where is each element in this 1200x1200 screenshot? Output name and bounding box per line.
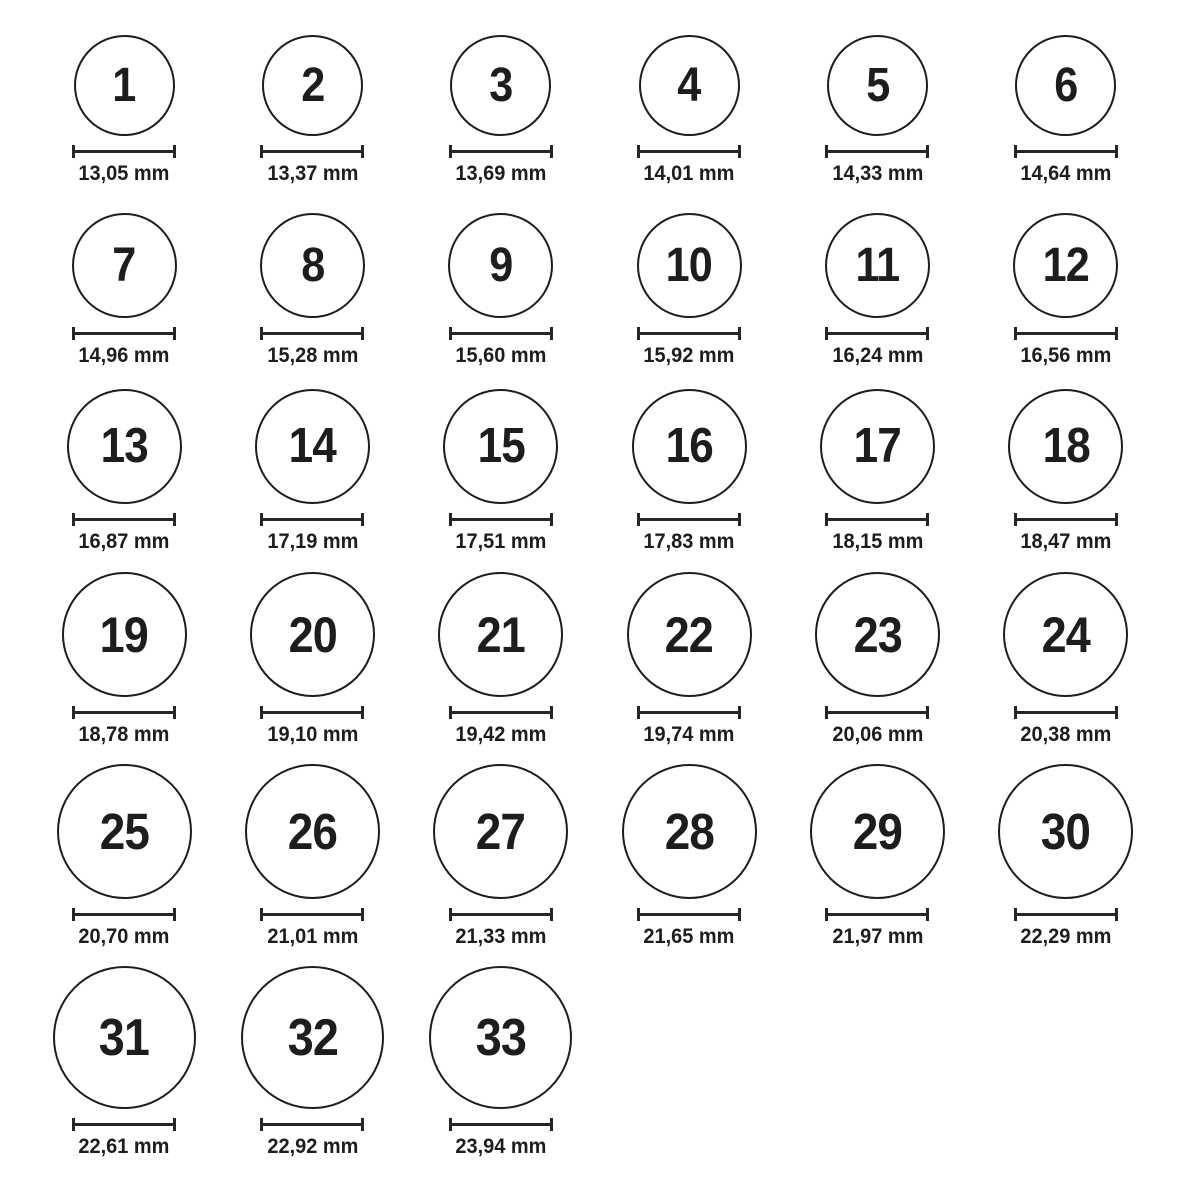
ring-size-cell (972, 553, 1160, 746)
ruler-right-tick-icon (926, 706, 929, 719)
ruler-line (1017, 150, 1115, 153)
ring-size-number: 6 (1054, 58, 1078, 112)
ring-size-number: 7 (112, 238, 136, 292)
diameter-ruler (260, 908, 364, 921)
ring-circle (448, 213, 553, 318)
ring-size-cell (972, 746, 1160, 948)
ring-size-number: 31 (99, 1008, 150, 1067)
diameter-label: 13,05 mm (78, 162, 170, 185)
ruler-right-tick-icon (926, 513, 929, 526)
ring-size-number: 19 (100, 606, 149, 663)
diameter-label: 17,19 mm (267, 530, 358, 553)
ring-circle (74, 35, 175, 136)
diameter-ruler (449, 145, 553, 158)
ring-size-number: 5 (865, 58, 890, 112)
ring-size-cell (30, 948, 218, 1158)
diameter-label: 21,01 mm (267, 925, 358, 948)
ring-circle (827, 35, 928, 136)
ruler-right-tick-icon (173, 706, 176, 719)
ring-size-cell (783, 185, 971, 367)
ruler-line (640, 518, 738, 521)
ruler-line (452, 518, 550, 521)
ring-size-cell (407, 10, 595, 185)
ring-circle (245, 764, 380, 899)
ruler-right-tick-icon (550, 513, 553, 526)
ring-size-number: 29 (852, 803, 903, 860)
ring-size-cell (407, 367, 595, 553)
ruler-line (1017, 518, 1115, 521)
ruler-line (75, 332, 173, 335)
ruler-right-tick-icon (550, 706, 553, 719)
diameter-label: 15,92 mm (643, 344, 735, 367)
ring-size-number: 12 (1042, 238, 1089, 292)
ruler-right-tick-icon (550, 908, 553, 921)
ring-circle (632, 389, 747, 504)
ruler-right-tick-icon (926, 145, 929, 158)
diameter-ruler (1014, 327, 1118, 340)
ruler-right-tick-icon (1115, 513, 1118, 526)
ruler-right-tick-icon (173, 513, 176, 526)
ring-circle (241, 966, 384, 1109)
diameter-label: 14,01 mm (643, 162, 735, 185)
ring-circle (810, 764, 945, 899)
diameter-ruler (637, 908, 741, 921)
ring-circle (67, 389, 182, 504)
ruler-right-tick-icon (738, 327, 741, 340)
diameter-label: 21,65 mm (643, 925, 735, 948)
ruler-right-tick-icon (361, 706, 364, 719)
ring-size-number: 9 (489, 238, 513, 292)
ring-circle (627, 572, 752, 697)
ruler-line (640, 332, 738, 335)
ring-size-number: 1 (112, 58, 136, 112)
ruler-line (263, 332, 361, 335)
ruler-right-tick-icon (926, 327, 929, 340)
diameter-label: 18,47 mm (1020, 530, 1112, 553)
ring-size-cell (972, 367, 1160, 553)
ring-circle (250, 572, 375, 697)
ruler-right-tick-icon (738, 706, 741, 719)
ring-size-cell (218, 185, 406, 367)
ring-size-cell (972, 185, 1160, 367)
diameter-label: 18,15 mm (832, 530, 923, 553)
ring-size-number: 30 (1041, 803, 1091, 860)
ruler-right-tick-icon (361, 327, 364, 340)
diameter-ruler (1014, 145, 1118, 158)
ruler-line (452, 150, 550, 153)
ring-size-number: 10 (666, 238, 713, 292)
diameter-label: 14,96 mm (78, 344, 170, 367)
diameter-label: 18,78 mm (78, 723, 170, 746)
ruler-right-tick-icon (361, 1118, 364, 1131)
ring-circle (429, 966, 572, 1109)
ring-circle (433, 764, 568, 899)
ruler-line (263, 711, 361, 714)
ruler-line (452, 711, 550, 714)
ruler-line (1017, 332, 1115, 335)
diameter-label: 14,33 mm (832, 162, 923, 185)
ruler-line (1017, 913, 1115, 916)
diameter-label: 22,29 mm (1020, 925, 1112, 948)
ruler-line (75, 518, 173, 521)
ruler-line (1017, 711, 1115, 714)
ruler-line (828, 150, 926, 153)
ruler-line (452, 1123, 550, 1126)
diameter-ruler (72, 706, 176, 719)
diameter-ruler (1014, 706, 1118, 719)
diameter-ruler (72, 908, 176, 921)
ring-size-number: 2 (300, 58, 325, 112)
ring-circle (62, 572, 187, 697)
ruler-right-tick-icon (1115, 145, 1118, 158)
ring-circle (622, 764, 757, 899)
ring-size-number: 27 (476, 803, 526, 860)
ruler-line (263, 913, 361, 916)
ruler-right-tick-icon (1115, 706, 1118, 719)
diameter-label: 17,83 mm (643, 530, 735, 553)
diameter-ruler (72, 145, 176, 158)
ruler-line (263, 518, 361, 521)
ring-size-number: 21 (476, 606, 525, 663)
ring-circle (998, 764, 1133, 899)
ruler-right-tick-icon (550, 1118, 553, 1131)
ring-circle (262, 35, 363, 136)
diameter-ruler (1014, 908, 1118, 921)
diameter-ruler (449, 706, 553, 719)
ring-size-cell (218, 367, 406, 553)
ring-size-cell (972, 10, 1160, 185)
ring-circle (825, 213, 930, 318)
diameter-ruler (825, 327, 929, 340)
ruler-line (452, 332, 550, 335)
ruler-right-tick-icon (173, 145, 176, 158)
diameter-ruler (72, 1118, 176, 1131)
ruler-line (828, 913, 926, 916)
ring-circle (72, 213, 177, 318)
ruler-right-tick-icon (738, 513, 741, 526)
diameter-ruler (825, 145, 929, 158)
diameter-ruler (260, 327, 364, 340)
diameter-ruler (637, 327, 741, 340)
diameter-label: 16,87 mm (78, 530, 170, 553)
ring-size-number: 26 (287, 803, 338, 860)
ring-size-cell (595, 185, 783, 367)
diameter-label: 19,10 mm (267, 723, 358, 746)
diameter-ruler (825, 706, 929, 719)
ruler-line (640, 711, 738, 714)
diameter-label: 20,38 mm (1020, 723, 1112, 746)
ruler-right-tick-icon (173, 1118, 176, 1131)
diameter-ruler (637, 706, 741, 719)
ruler-line (640, 913, 738, 916)
diameter-label: 16,56 mm (1020, 344, 1112, 367)
diameter-ruler (825, 513, 929, 526)
diameter-ruler (260, 513, 364, 526)
ring-size-cell (407, 746, 595, 948)
ring-size-cell (30, 553, 218, 746)
ring-size-cell (783, 746, 971, 948)
ruler-line (640, 150, 738, 153)
ring-size-number: 4 (677, 58, 701, 112)
diameter-label: 15,28 mm (267, 344, 358, 367)
diameter-label: 23,94 mm (455, 1135, 547, 1158)
ring-circle (260, 213, 365, 318)
diameter-label: 13,69 mm (455, 162, 547, 185)
ring-size-number: 15 (477, 419, 525, 473)
diameter-ruler (449, 1118, 553, 1131)
diameter-label: 17,51 mm (455, 530, 547, 553)
ring-circle (53, 966, 196, 1109)
ring-size-number: 33 (475, 1008, 526, 1067)
ruler-right-tick-icon (361, 513, 364, 526)
ring-size-cell (407, 553, 595, 746)
diameter-ruler (1014, 513, 1118, 526)
diameter-label: 22,61 mm (78, 1135, 170, 1158)
ring-circle (639, 35, 740, 136)
ring-size-cell (407, 185, 595, 367)
diameter-label: 20,70 mm (78, 925, 170, 948)
diameter-label: 19,42 mm (455, 723, 547, 746)
diameter-ruler (637, 513, 741, 526)
ruler-line (75, 1123, 173, 1126)
ruler-right-tick-icon (1115, 908, 1118, 921)
ruler-right-tick-icon (1115, 327, 1118, 340)
ring-size-number: 18 (1042, 419, 1090, 473)
ruler-line (452, 913, 550, 916)
ruler-line (75, 711, 173, 714)
ring-size-number: 16 (665, 419, 713, 473)
diameter-label: 22,92 mm (267, 1135, 358, 1158)
ring-size-cell (783, 553, 971, 746)
ring-size-number: 8 (300, 238, 325, 292)
ring-size-cell (595, 10, 783, 185)
ring-size-number: 14 (288, 419, 337, 473)
ring-circle (815, 572, 940, 697)
ring-circle (1013, 213, 1118, 318)
diameter-ruler (260, 1118, 364, 1131)
ring-circle (1003, 572, 1128, 697)
ruler-right-tick-icon (361, 908, 364, 921)
ruler-line (828, 518, 926, 521)
ring-size-number: 23 (853, 606, 902, 663)
ring-size-cell (218, 10, 406, 185)
ring-size-number: 22 (665, 606, 714, 663)
diameter-ruler (260, 145, 364, 158)
ruler-line (828, 332, 926, 335)
ring-circle (443, 389, 558, 504)
ruler-right-tick-icon (173, 908, 176, 921)
diameter-ruler (449, 513, 553, 526)
ring-size-number: 28 (664, 803, 714, 860)
ring-size-number: 13 (100, 419, 148, 473)
diameter-ruler (72, 327, 176, 340)
ring-size-number: 32 (287, 1008, 338, 1067)
ring-size-number: 17 (853, 419, 902, 473)
ring-size-cell (595, 553, 783, 746)
diameter-ruler (825, 908, 929, 921)
ruler-right-tick-icon (361, 145, 364, 158)
ring-size-cell (783, 10, 971, 185)
ruler-line (828, 711, 926, 714)
ring-size-cell (30, 746, 218, 948)
ruler-right-tick-icon (738, 908, 741, 921)
ring-size-cell (30, 367, 218, 553)
diameter-ruler (449, 327, 553, 340)
diameter-label: 19,74 mm (643, 723, 735, 746)
ruler-line (75, 150, 173, 153)
ruler-right-tick-icon (550, 145, 553, 158)
ring-size-number: 11 (855, 238, 900, 292)
ring-circle (438, 572, 563, 697)
diameter-label: 21,97 mm (832, 925, 923, 948)
ring-circle (450, 35, 551, 136)
ruler-line (263, 1123, 361, 1126)
diameter-label: 16,24 mm (832, 344, 923, 367)
diameter-label: 13,37 mm (267, 162, 358, 185)
diameter-ruler (72, 513, 176, 526)
ruler-line (75, 913, 173, 916)
ring-circle (255, 389, 370, 504)
ring-circle (1015, 35, 1116, 136)
ring-size-cell (783, 367, 971, 553)
ruler-right-tick-icon (173, 327, 176, 340)
diameter-label: 14,64 mm (1020, 162, 1112, 185)
ring-size-cell (407, 948, 595, 1158)
diameter-label: 20,06 mm (832, 723, 923, 746)
ring-size-cell (595, 746, 783, 948)
ruler-right-tick-icon (738, 145, 741, 158)
ring-circle (820, 389, 935, 504)
ring-size-cell (218, 746, 406, 948)
ruler-right-tick-icon (926, 908, 929, 921)
diameter-ruler (260, 706, 364, 719)
diameter-ruler (449, 908, 553, 921)
ruler-line (263, 150, 361, 153)
diameter-label: 21,33 mm (455, 925, 547, 948)
diameter-label: 15,60 mm (455, 344, 547, 367)
ring-circle (57, 764, 192, 899)
ring-size-number: 25 (99, 803, 149, 860)
ring-size-number: 3 (489, 58, 513, 112)
diameter-ruler (637, 145, 741, 158)
ring-size-cell (30, 185, 218, 367)
ring-size-number: 20 (288, 606, 337, 663)
ring-size-cell (595, 367, 783, 553)
ring-size-cell (218, 948, 406, 1158)
ring-size-cell (218, 553, 406, 746)
ring-circle (637, 213, 742, 318)
ring-size-number: 24 (1041, 606, 1090, 663)
ruler-right-tick-icon (550, 327, 553, 340)
ring-circle (1008, 389, 1123, 504)
ring-size-cell (30, 10, 218, 185)
